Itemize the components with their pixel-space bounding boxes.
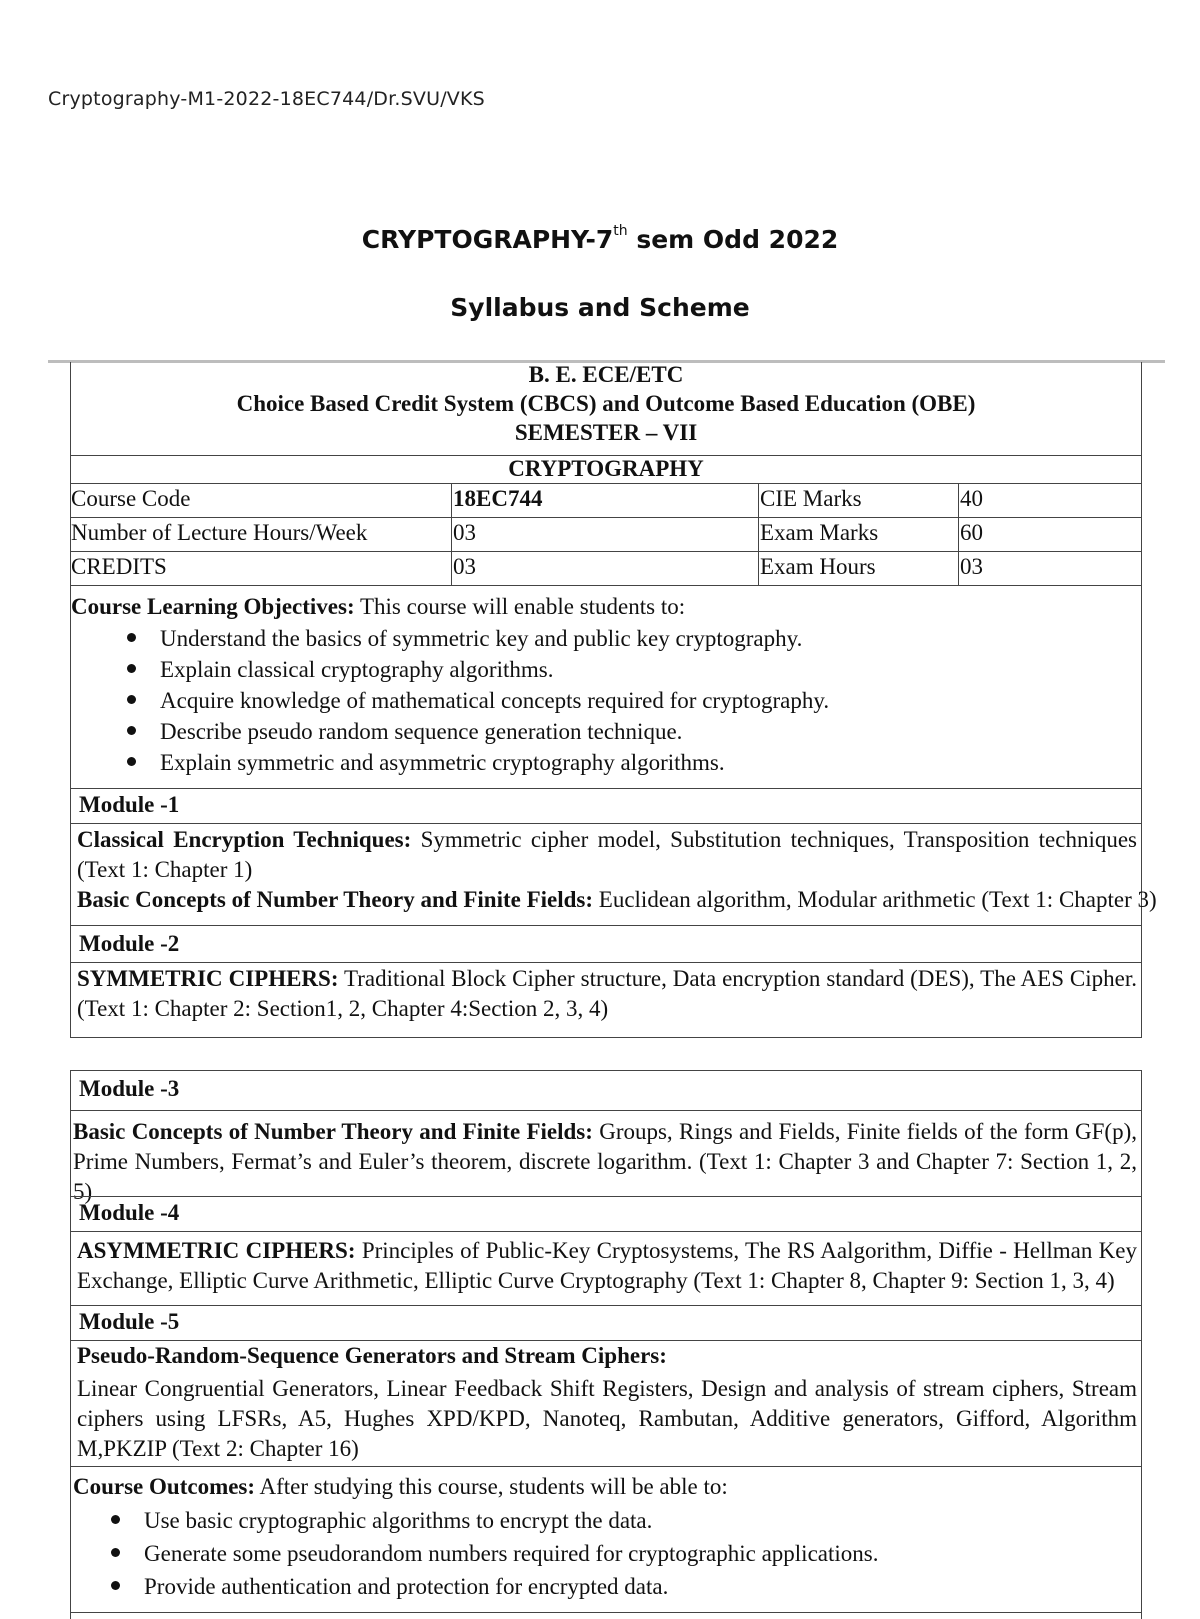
title-superscript: th [613,223,628,239]
objectives-heading: Course Learning Objectives: This course will enable students to: [71,594,686,619]
exam-marks-label: Exam Marks [760,520,879,545]
bullet-icon [111,1515,120,1524]
bullet-icon [127,757,136,766]
module-3-title: Module -3 [79,1076,180,1101]
objective-item: Acquire knowledge of mathematical concepts required for cryptography. [127,685,829,716]
exam-hours-label: Exam Hours [760,554,876,579]
document-header: Cryptography-M1-2022-18EC744/Dr.SVU/VKS [48,88,485,110]
syllabus-table-part-1 [70,362,1157,1038]
module-5-para-1: Linear Congruential Generators, Linear Feedback Shift Registers, Design and analysis of stream ciphers, Stream ciphers using LFSRs, A5, Hughes XPD/KPD, Nanoteq, Rambutan, Additive generators, Gifford, Algorithm M,PKZIP (Text 2: Chapter 16) [77,1376,1137,1461]
module-5-heading: Pseudo-Random-Sequence Generators and Stream Ciphers: [77,1343,667,1368]
objective-item: Explain symmetric and asymmetric cryptography algorithms. [127,747,725,778]
cie-marks-label: CIE Marks [760,486,862,511]
page-subtitle: Syllabus and Scheme [450,293,750,322]
bullet-icon [111,1548,120,1557]
course-code-value: 18EC744 [453,486,543,511]
module-1-title: Module -1 [79,792,180,817]
syllabus-table-part-2 [70,1070,1142,1619]
objective-item: Understand the basics of symmetric key and public key cryptography. [127,623,802,654]
outcomes-heading: Course Outcomes: After studying this course, students will be able to: [73,1474,728,1499]
lecture-hours-value: 03 [453,520,476,545]
credit-system-title: Choice Based Credit System (CBCS) and Outcome Based Education (OBE) [236,391,976,416]
module-4-title: Module -4 [79,1200,180,1225]
exam-marks-value: 60 [960,520,983,545]
exam-hours-value: 03 [960,554,983,579]
module-5-title: Module -5 [79,1309,180,1334]
outcome-item: Use basic cryptographic algorithms to encrypt the data. [111,1505,652,1536]
bullet-icon [127,695,136,704]
module-2-title: Module -2 [79,931,180,956]
course-code-label: Course Code [71,486,191,511]
lecture-hours-label: Number of Lecture Hours/Week [71,520,368,545]
outcome-item: Provide authentication and protection for encrypted data. [111,1571,668,1602]
objective-item: Describe pseudo random sequence generation technique. [127,716,682,747]
module-2-para-1: SYMMETRIC CIPHERS: Traditional Block Cipher structure, Data encryption standard (DES), The AES Cipher. (Text 1: Chapter 2: Section1, 2, Chapter 4:Section 2, 3, 4) [77,966,1137,1021]
bullet-icon [127,633,136,642]
cie-marks-value: 40 [960,486,983,511]
module-3-para-1: Basic Concepts of Number Theory and Finite Fields: Groups, Rings and Fields, Finite fields of the form GF(p), Prime Numbers, Fermat’s and Euler’s theorem, discrete logarithm. (Text 1: Chapter 3 and Chapter 7: Section 1, 2, 5) [73,1119,1137,1204]
bullet-icon [111,1581,120,1590]
module-4-para-1: ASYMMETRIC CIPHERS: Principles of Public-Key Cryptosystems, The RS Aalgorithm, Diffie - Hellman Key Exchange, Elliptic Curve Arithmetic, Elliptic Curve Cryptography (Text 1: Chapter 8, Chapter 9: Section 1, 3, 4) [77,1238,1137,1293]
credits-value: 03 [453,554,476,579]
outcome-item: Generate some pseudorandom numbers required for cryptographic applications. [111,1538,878,1569]
bullet-icon [127,664,136,673]
objective-item: Explain classical cryptography algorithms. [127,654,553,685]
module-1-para-1: Classical Encryption Techniques: Symmetric cipher model, Substitution techniques, Transposition techniques (Text 1: Chapter 1) [77,827,1137,882]
semester-title: SEMESTER – VII [514,420,698,445]
program-title: B. E. ECE/ETC [528,362,684,387]
course-title: CRYPTOGRAPHY [508,456,704,481]
bullet-icon [127,726,136,735]
module-1-para-2: Basic Concepts of Number Theory and Finite Fields: Euclidean algorithm, Modular arithmetic (Text 1: Chapter 3) [77,887,1157,912]
credits-label: CREDITS [71,554,167,579]
page-title: CRYPTOGRAPHY-7th sem Odd 2022 [361,223,839,254]
